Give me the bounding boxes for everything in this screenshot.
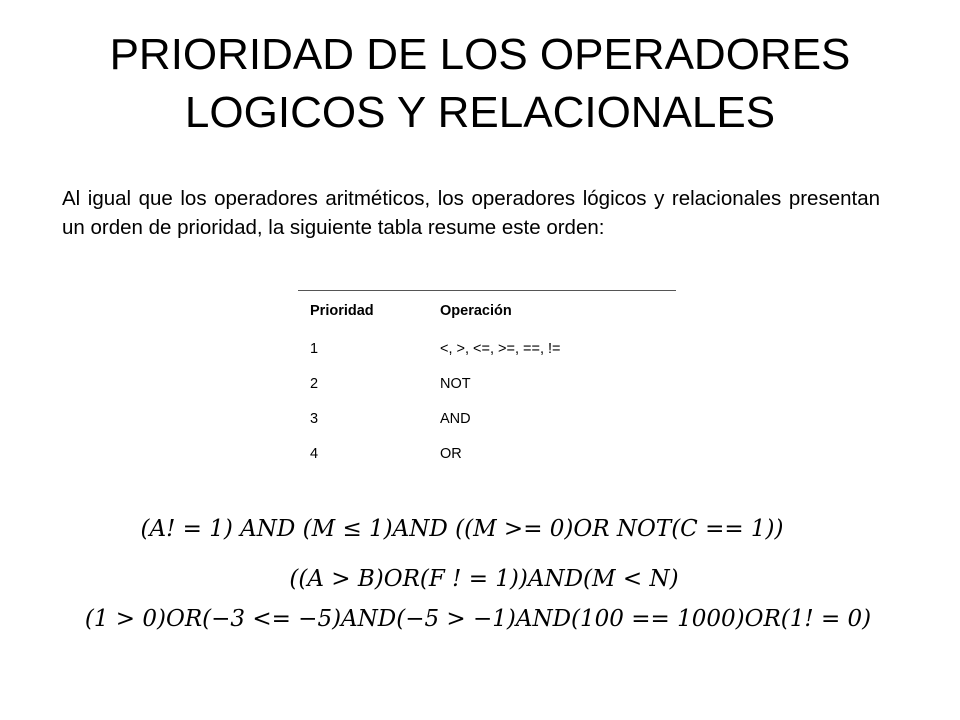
- priority-cell: 4: [310, 445, 319, 462]
- formula-2: [4, 566, 960, 592]
- formula-3-text: (1 > 0)OR(−3 <= −5)AND(−5 > −1)AND(100 == 1000)OR(1! = 0): [84, 606, 872, 632]
- operation-cell: AND: [440, 410, 471, 427]
- operation-cell: NOT: [440, 375, 471, 392]
- formula-1-text: (A! = 1) AND (M ≤ 1)AND ((M >= 0)OR NOT(C == 1)): [140, 516, 784, 542]
- formula-3: [0, 606, 958, 632]
- slide-title: [40, 26, 920, 142]
- formula-1: [0, 516, 942, 542]
- table-header-row: [298, 291, 676, 332]
- operation-cell: <, >, <=, >=, ==, !=: [440, 340, 561, 357]
- table-row: [298, 366, 676, 401]
- title-line-2: LOGICOS Y RELACIONALES: [184, 88, 776, 137]
- table-row: [298, 331, 676, 366]
- formula-2-text: ((A > B)OR(F ! = 1))AND(M < N): [289, 566, 679, 592]
- title-line-1: PRIORIDAD DE LOS OPERADORES: [109, 30, 851, 79]
- priority-cell: 1: [310, 340, 319, 357]
- table-row: [298, 436, 676, 471]
- table-row: [298, 401, 676, 436]
- header-prioridad: Prioridad: [310, 303, 374, 319]
- priority-table: [298, 290, 676, 471]
- header-operacion: Operación: [440, 303, 512, 319]
- priority-cell: 3: [310, 410, 319, 427]
- intro-paragraph: Al igual que los operadores aritméticos, los operadores lógicos y relacionales presentan un orden de prioridad, la siguiente tabla resume este orden:: [62, 187, 880, 239]
- priority-cell: 2: [310, 375, 319, 392]
- operation-cell: OR: [440, 445, 462, 462]
